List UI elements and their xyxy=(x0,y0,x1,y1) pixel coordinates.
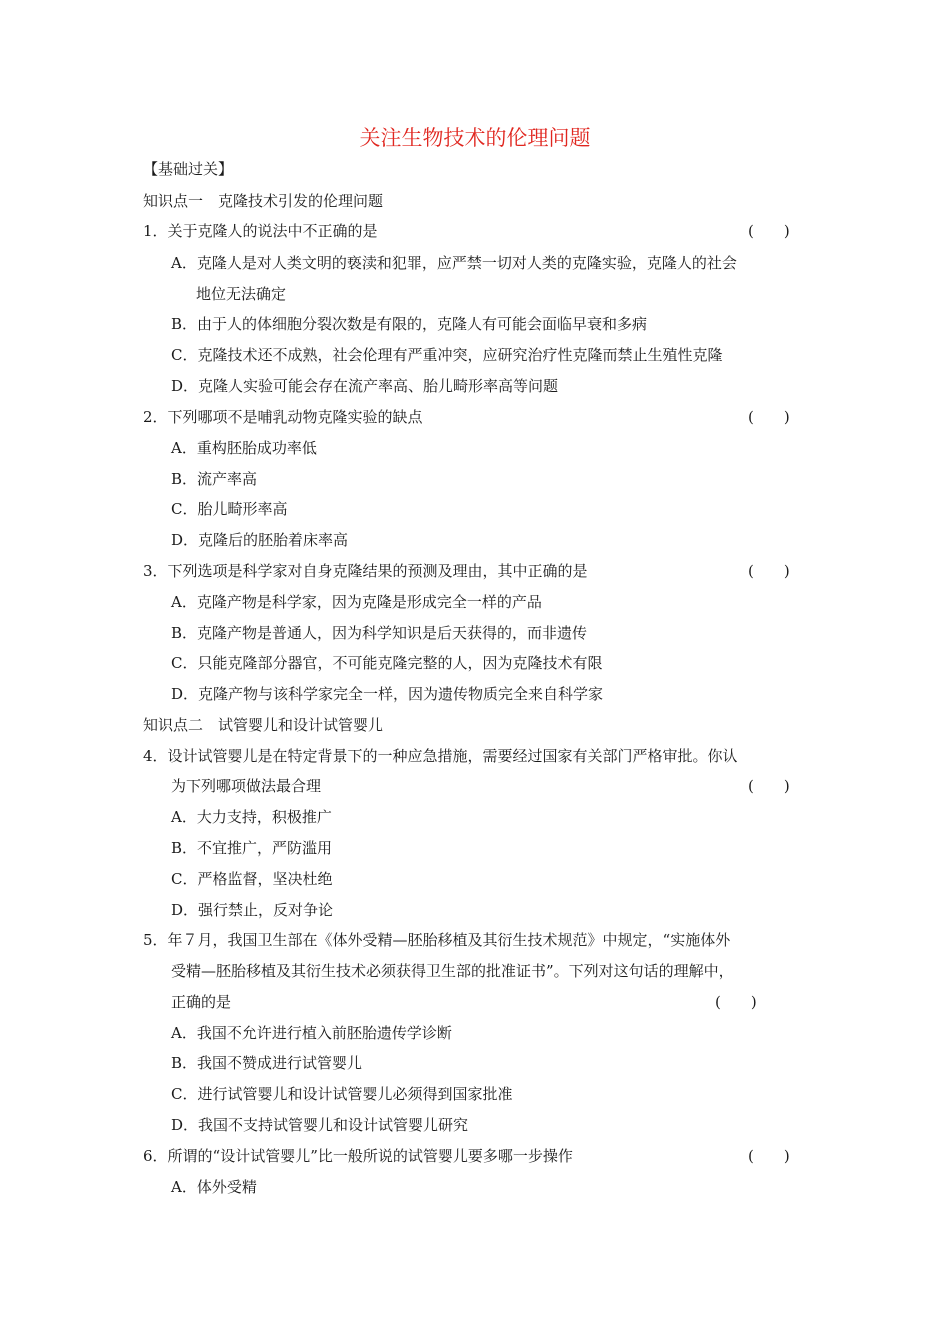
question-5-option-d: D．我国不支持试管婴儿和设计试管婴儿研究 xyxy=(171,1116,469,1134)
section-header: 【基础过关】 xyxy=(143,160,234,178)
question-5-stem-cont-1: 受精—胚胎移植及其衍生技术必须获得卫生部的批准证书”。下列对这句话的理解中， xyxy=(171,962,734,980)
question-1-option-c: C．克隆技术还不成熟，社会伦理有严重冲突，应研究治疗性克隆而禁止生殖性克隆 xyxy=(171,346,723,364)
question-2-option-d: D．克隆后的胚胎着床率高 xyxy=(171,531,349,549)
question-5-option-a: A．我国不允许进行植入前胚胎遗传学诊断 xyxy=(171,1024,452,1042)
question-4-answer-blank: ( ) xyxy=(748,777,790,795)
question-4-stem: 4．设计试管婴儿是在特定背景下的一种应急措施，需要经过国家有关部门严格审批。你认 xyxy=(143,747,738,765)
question-5-answer-blank: ( ) xyxy=(715,993,757,1011)
page-title: 关注生物技术的伦理问题 xyxy=(359,126,591,150)
question-1-stem: 1．关于克隆人的说法中不正确的是 xyxy=(143,222,378,240)
question-5-stem-cont-2: 正确的是 xyxy=(171,993,232,1011)
question-5-stem: 5．年７月，我国卫生部在《体外受精—胚胎移植及其衍生技术规范》中规定，“实施体外 xyxy=(143,931,731,949)
question-4-option-c: C．严格监督，坚决杜绝 xyxy=(171,870,333,888)
question-3-answer-blank: ( ) xyxy=(748,562,790,580)
question-4-option-a: A．大力支持，积极推广 xyxy=(171,808,332,826)
question-4-option-b: B．不宜推广，严防滥用 xyxy=(171,839,333,857)
question-6-stem: 6．所谓的“设计试管婴儿”比一般所说的试管婴儿要多哪一步操作 xyxy=(143,1147,573,1165)
question-2-option-a: A．重构胚胎成功率低 xyxy=(171,439,317,457)
question-5-option-c: C．进行试管婴儿和设计试管婴儿必须得到国家批准 xyxy=(171,1085,513,1103)
question-6-answer-blank: ( ) xyxy=(748,1147,790,1165)
question-3-option-c: C．只能克隆部分器官，不可能克隆完整的人，因为克隆技术有限 xyxy=(171,654,603,672)
question-6-option-a: A．体外受精 xyxy=(171,1178,257,1196)
question-2-option-c: C．胎儿畸形率高 xyxy=(171,500,288,518)
question-2-stem: 2．下列哪项不是哺乳动物克隆实验的缺点 xyxy=(143,408,423,426)
knowledge-point-2: 知识点二 试管婴儿和设计试管婴儿 xyxy=(143,716,384,734)
question-3-option-a: A．克隆产物是科学家，因为克隆是形成完全一样的产品 xyxy=(171,593,542,611)
question-2-option-b: B．流产率高 xyxy=(171,470,258,488)
question-3-option-b: B．克隆产物是普通人，因为科学知识是后天获得的，而非遗传 xyxy=(171,624,588,642)
question-4-stem-cont: 为下列哪项做法最合理 xyxy=(171,777,322,795)
question-3-stem: 3．下列选项是科学家对自身克隆结果的预测及理由，其中正确的是 xyxy=(143,562,588,580)
question-2-answer-blank: ( ) xyxy=(748,408,790,426)
question-4-option-d: D．强行禁止，反对争论 xyxy=(171,901,334,919)
knowledge-point-1: 知识点一 克隆技术引发的伦理问题 xyxy=(143,192,384,210)
question-1-option-d: D．克隆人实验可能会存在流产率高、胎儿畸形率高等问题 xyxy=(171,377,559,395)
question-3-option-d: D．克隆产物与该科学家完全一样，因为遗传物质完全来自科学家 xyxy=(171,685,604,703)
question-1-answer-blank: ( ) xyxy=(748,222,790,240)
question-1-option-a-cont: 地位无法确定 xyxy=(196,285,287,303)
question-5-option-b: B．我国不赞成进行试管婴儿 xyxy=(171,1054,363,1072)
question-1-option-a: A．克隆人是对人类文明的亵渎和犯罪，应严禁一切对人类的克隆实验，克隆人的社会 xyxy=(171,254,737,272)
question-1-option-b: B．由于人的体细胞分裂次数是有限的，克隆人有可能会面临早衰和多病 xyxy=(171,315,648,333)
